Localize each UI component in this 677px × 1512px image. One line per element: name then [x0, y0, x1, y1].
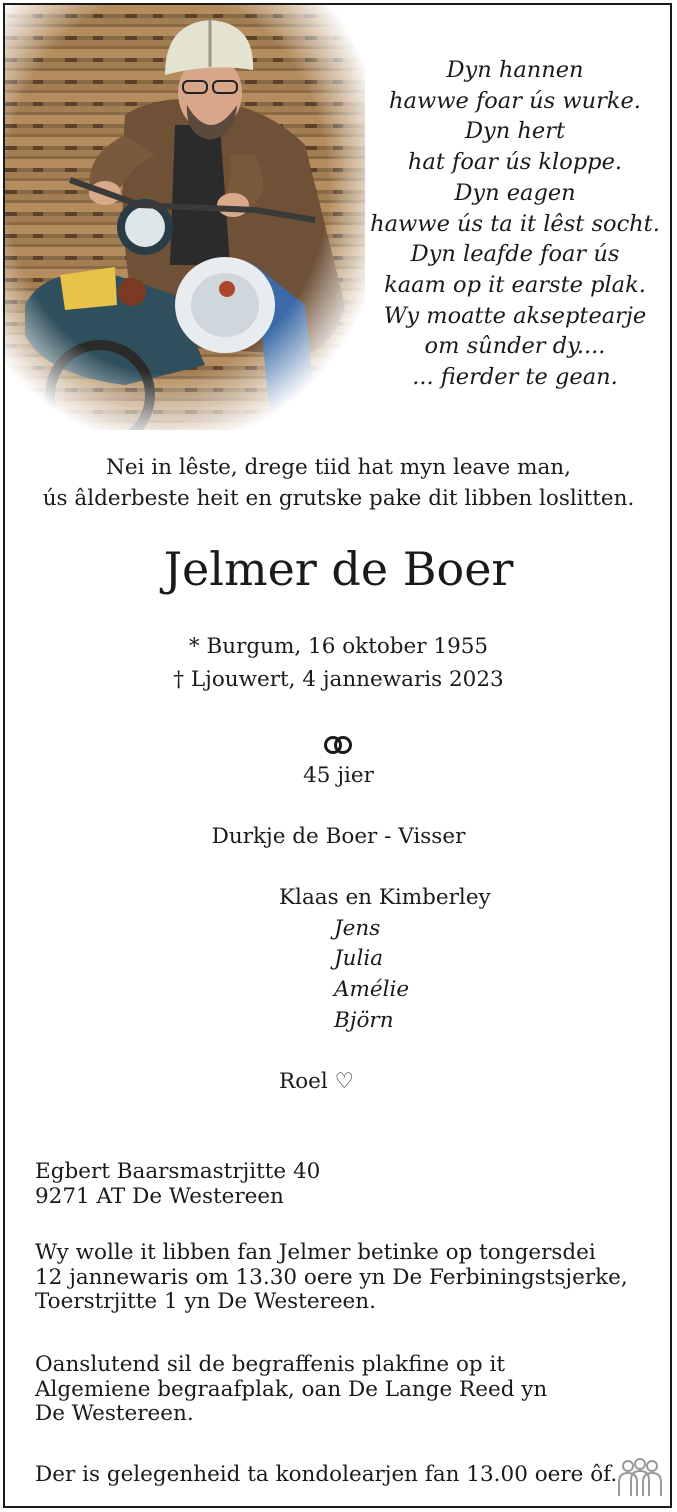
intro-line: ús âlderbeste heit en grutske pake dit libben loslitten. [42, 486, 635, 511]
deceased-name: Jelmer de Boer [163, 542, 514, 596]
poem-line: kaam op it earste plak. [384, 271, 646, 298]
poem-line: Wy moatte akseptearje [383, 302, 647, 329]
poem-line: Dyn leafde foar ús [410, 241, 620, 268]
poem-line: Dyn hert [465, 118, 565, 145]
grandchild: Jens [334, 915, 381, 941]
poem [370, 55, 660, 393]
other-child: Roel ♡ [279, 1069, 354, 1094]
children-block [279, 883, 491, 1037]
death-line: † Ljouwert, 4 jannewaris 2023 [173, 667, 504, 692]
poem-line: Dyn eagen [454, 179, 576, 206]
address-block [35, 1160, 320, 1209]
address-line: Egbert Baarsmastrjitte 40 [35, 1159, 321, 1184]
marriage-years: 45 jier [303, 763, 374, 788]
burial-line: Oanslutend sil de begraffenis plakfine op it [35, 1352, 506, 1377]
grandchild: Julia [334, 946, 384, 972]
poem-line: hawwe ús ta it lêst socht. [370, 210, 660, 237]
life-dates [0, 630, 677, 696]
birth-line: * Burgum, 16 oktober 1955 [188, 634, 489, 659]
announcement-intro [0, 452, 677, 514]
portrait-photo [5, 5, 365, 430]
service-block [35, 1241, 628, 1315]
grandchild: Amélie [334, 977, 410, 1003]
burial-line: Algemiene begraafplak, oan De Lange Reed yn [35, 1376, 548, 1402]
service-line: Wy wolle it libben fan Jelmer betinke op tongersdei [35, 1240, 596, 1265]
poem-line: ... fierder te gean. [412, 364, 618, 391]
intro-line: Nei in lêste, drege tiid hat myn leave man, [106, 455, 571, 480]
spouse-name: Durkje de Boer - Visser [211, 824, 466, 849]
poem-line: Dyn hannen [446, 57, 584, 83]
grandchild: Björn [334, 1007, 394, 1033]
condolence-line: Der is gelegenheid ta kondolearjen fan 13.00 oere ôf. [35, 1462, 618, 1487]
address-line: 9271 AT De Westereen [35, 1183, 284, 1209]
poem-line: hawwe foar ús wurke. [389, 87, 641, 114]
service-line: Toerstrjitte 1 yn De Westereen. [35, 1289, 376, 1314]
child-couple: Klaas en Kimberley [279, 885, 491, 910]
burial-line: De Westereen. [35, 1401, 194, 1426]
burial-block [35, 1353, 547, 1427]
service-line: 12 jannewaris om 13.30 oere yn De Ferbiningstsjerke, [35, 1264, 628, 1290]
poem-line: om sûnder dy.... [424, 333, 606, 360]
wedding-rings-icon [322, 735, 354, 759]
poem-line: hat foar ús kloppe. [407, 149, 623, 176]
people-group-icon [614, 1456, 666, 1502]
